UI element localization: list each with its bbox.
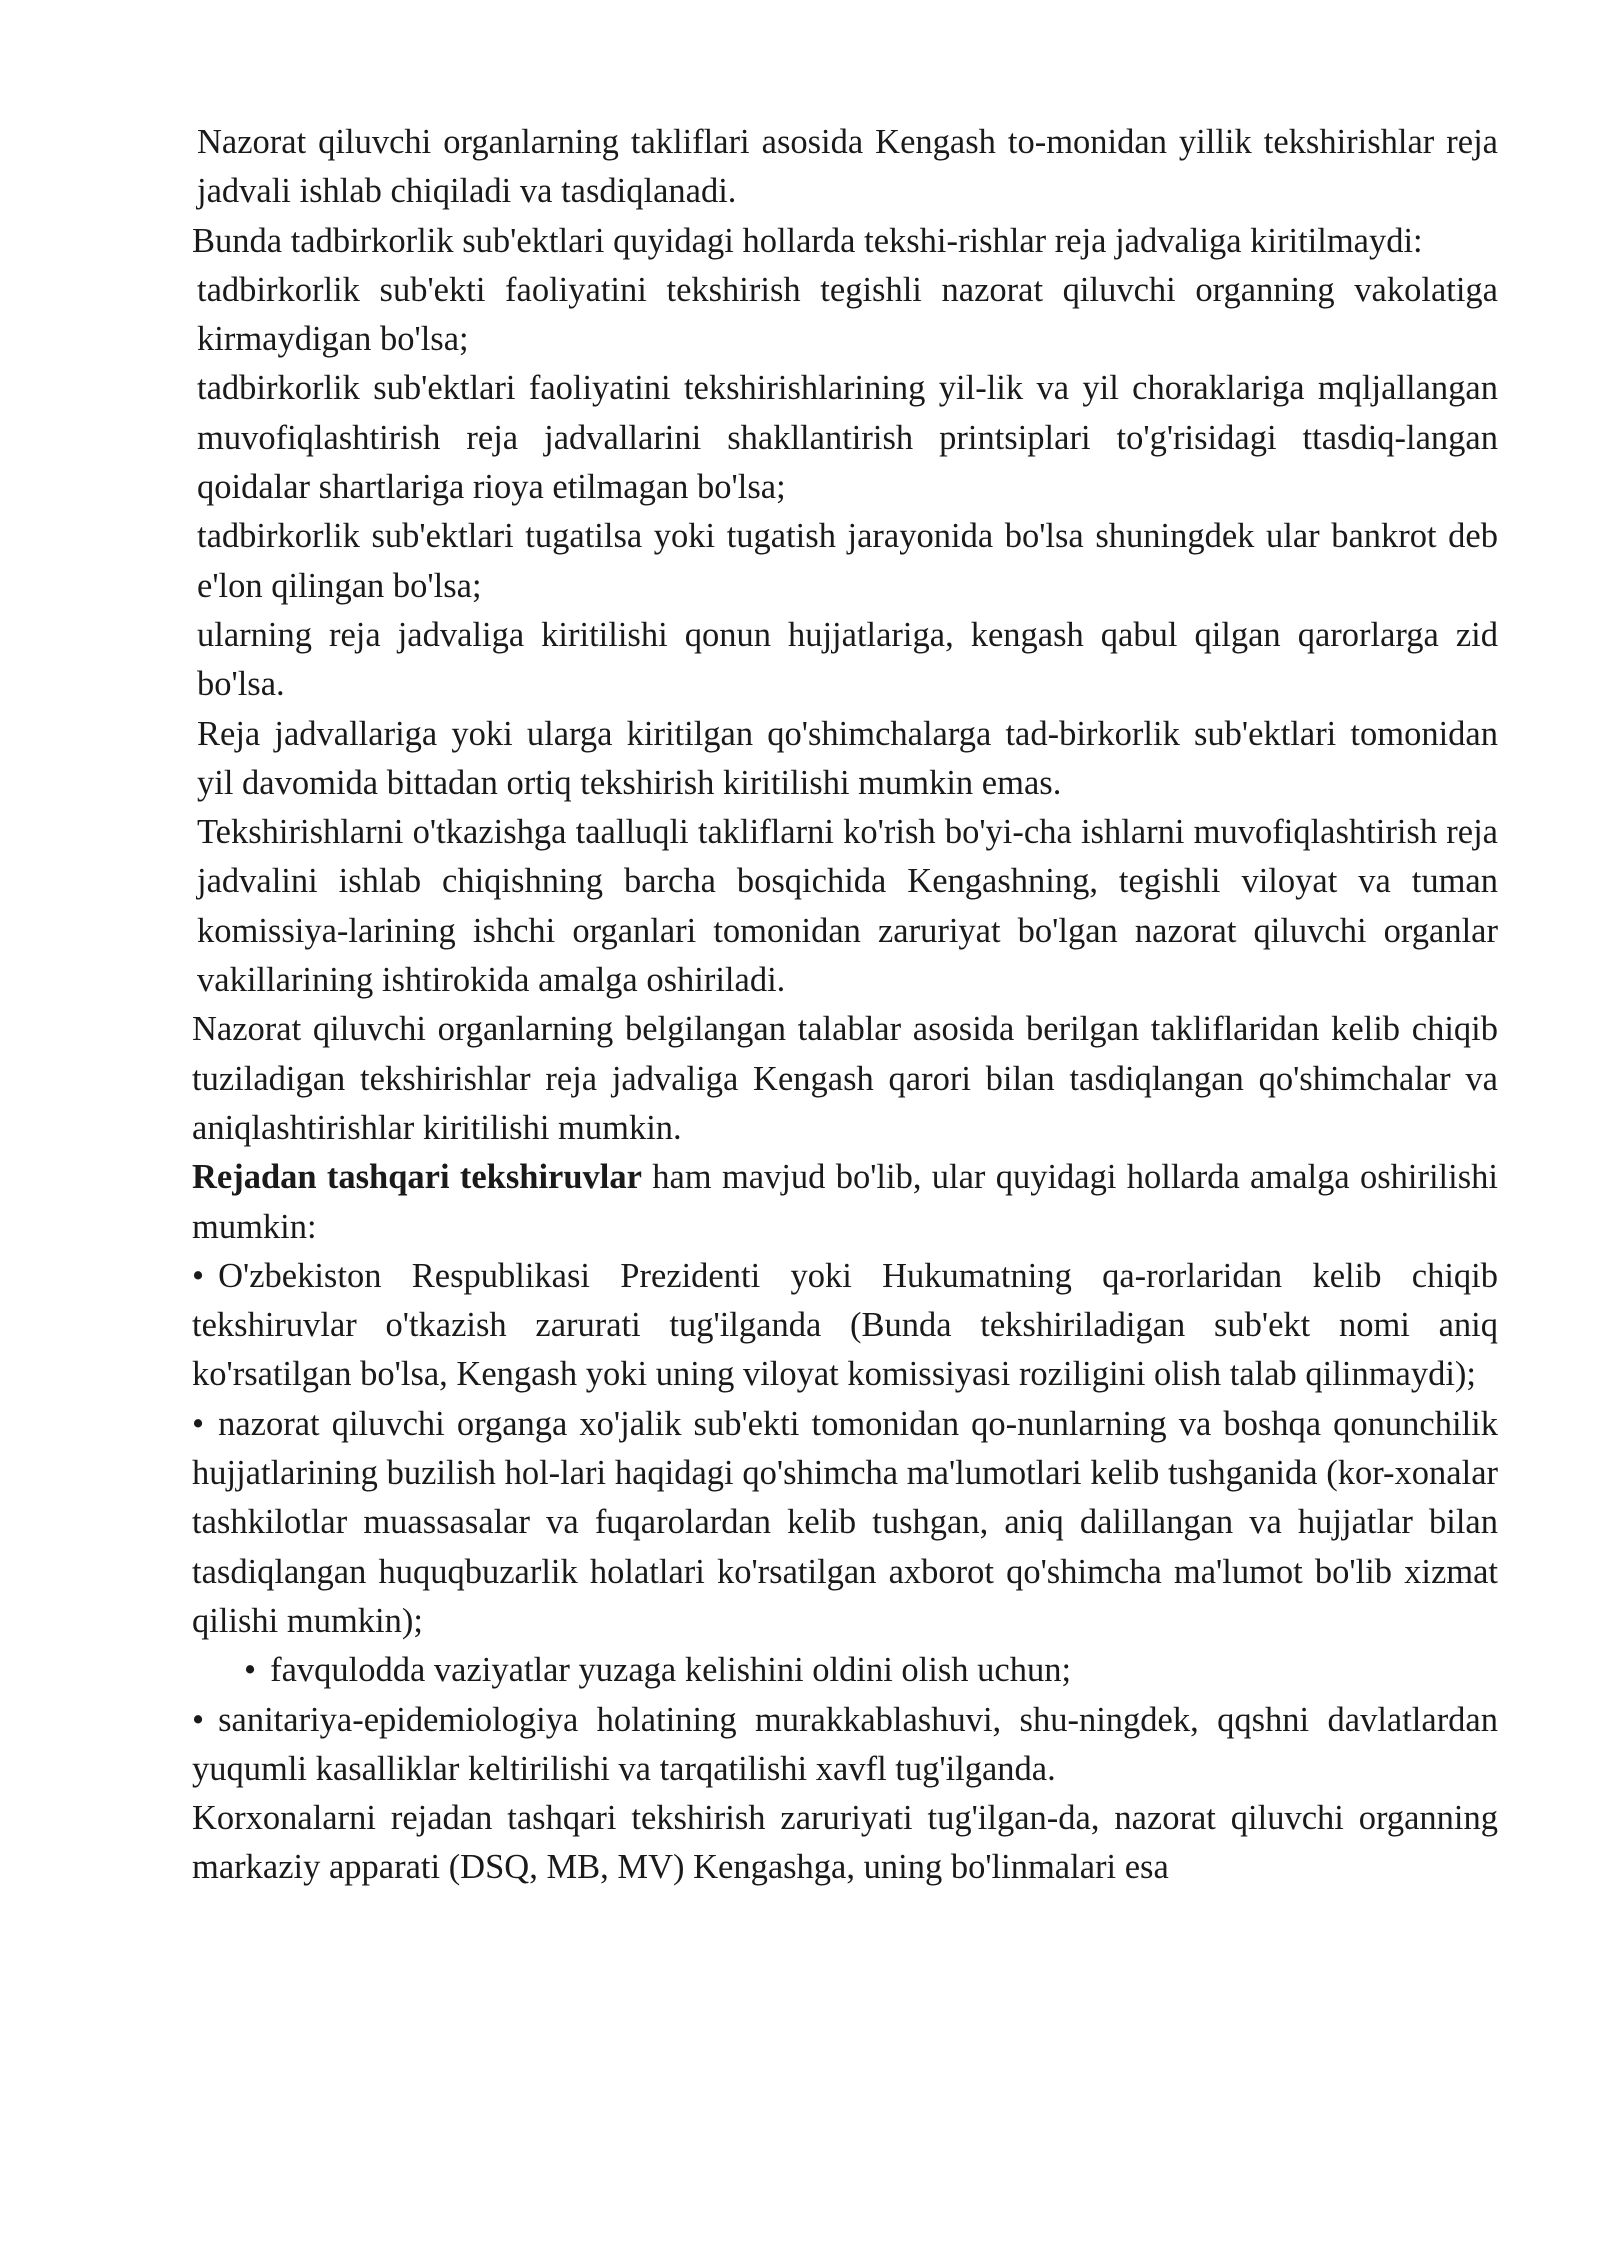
bullet-item (192, 1696, 1498, 1795)
paragraph: Tekshirishlarni o'tkazishga taalluqli takliflarni ko'rish bo'yi-cha ishlarni muvofiqlashtirish reja jadvalini ishlab chiqishning barcha bosqichida Kengashning, tegishli viloyat va tuman komissiya-larining ishchi organlari tomonidan zaruriyat bo'lgan nazorat qiluvchi organlar vakillarining ishtirokida amalga oshiriladi. (197, 813, 1498, 1000)
paragraph: Nazorat qiluvchi organlarning takliflari asosida Kengash to-monidan yillik tekshirishlar reja jadvali ishlab chiqiladi va tasdiqlanadi. (197, 123, 1498, 211)
paragraph: Nazorat qiluvchi organlarning belgilangan talablar asosida berilgan takliflaridan kelib chiqib tuziladigan tekshirishlar reja jadvaliga Kengash qarori bilan tasdiqlangan qo'shimchalar va aniqlashtirishlar kiritilishi mumkin. (192, 1010, 1498, 1147)
bold-term: Rejadan tashqari tekshiruvlar (192, 1158, 642, 1197)
paragraph: tadbirkorlik sub'ektlari tugatilsa yoki tugatish jarayonida bo'lsa shuningdek ular bankrot deb e'lon qilingan bo'lsa; (197, 517, 1498, 605)
bullet-text: O'zbekiston Respublikasi Prezidenti yoki Hukumatning qa-rorlaridan kelib chiqib tekshiruvlar o'tkazish zarurati tug'ilganda (Bunda tekshiriladigan sub'ekt nomi aniq ko'rsatilgan bo'lsa, Kengash yoki uning viloyat komissiyasi roziligini olish talab qilinmaydi); (192, 1256, 1498, 1394)
paragraph: Reja jadvallariga yoki ularga kiritilgan qo'shimchalarga tad-birkorlik sub'ektlari tomonidan yil davomida bittadan ortiq tekshirish kiritilishi mumkin emas. (197, 714, 1498, 802)
paragraph: tadbirkorlik sub'ektlari faoliyatini tekshirishlarining yil-lik va yil choraklariga mqljallangan muvofiqlashtirish reja jadvallarini shakllantirish printsiplari to'g'risidagi ttasdiq-langan qoidalar shartlariga rioya etilmagan bo'lsa; (197, 369, 1498, 507)
bullet-item (192, 1400, 1498, 1646)
bullet-symbol: • (192, 1404, 205, 1443)
paragraph: tadbirkorlik sub'ekti faoliyatini tekshirish tegishli nazorat qiluvchi organning vakolatiga kirmaydigan bo'lsa; (197, 270, 1498, 359)
paragraph: ularning reja jadvaliga kiritilishi qonun hujjatlariga, kengash qabul qilgan qarorlarga zid bo'lsa. (197, 615, 1498, 704)
bullet-item (192, 1252, 1498, 1400)
bullet-text: nazorat qiluvchi organga xo'jalik sub'ekti tomonidan qo-nunlarning va boshqa qonunchilik hujjatlarining buzilish hol-lari haqidagi qo'shimcha ma'lumotlari kelib tushganida (kor-xonalar tashkilotlar muassasalar va fuqarolardan kelib tushgan, aniq dalillangan va hujjatlar bilan tasdiqlangan huquqbuzarlik holatlari ko'rsatilgan axborot qo'shimcha ma'lumot bo'lib xizmat qilishi mumkin); (192, 1404, 1498, 1640)
bullet-text: sanitariya-epidemiologiya holatining murakkablashuvi, shu-ningdek, qqshni davlatlardan yuqumli kasalliklar keltirilishi va tarqatilishi xavfl tug'ilganda. (192, 1700, 1498, 1788)
bullet-symbol: • (192, 1700, 205, 1739)
paragraph: Korxonalarni rejadan tashqari tekshirish zaruriyati tug'ilgan-da, nazorat qiluvchi organning markaziy apparati (DSQ, MB, MV) Kengashga, uning bo'linmalari esa (192, 1799, 1498, 1887)
bullet-symbol: • (244, 1651, 257, 1690)
bullet-item (192, 1646, 1498, 1695)
bullet-text: favqulodda vaziyatlar yuzaga kelishini oldini olish uchun; (270, 1651, 1072, 1690)
bullet-symbol: • (192, 1256, 205, 1295)
document-page (192, 118, 1498, 1893)
paragraph: Bunda tadbirkorlik sub'ektlari quyidagi hollarda tekshi-rishlar reja jadvaliga kiritilmaydi: (192, 221, 1423, 260)
paragraph-text: ham mavjud bo'lib, ular quyidagi hollarda amalga oshirilishi mumkin: (192, 1158, 1498, 1246)
unplanned-inspections-paragraph (192, 1153, 1498, 1252)
